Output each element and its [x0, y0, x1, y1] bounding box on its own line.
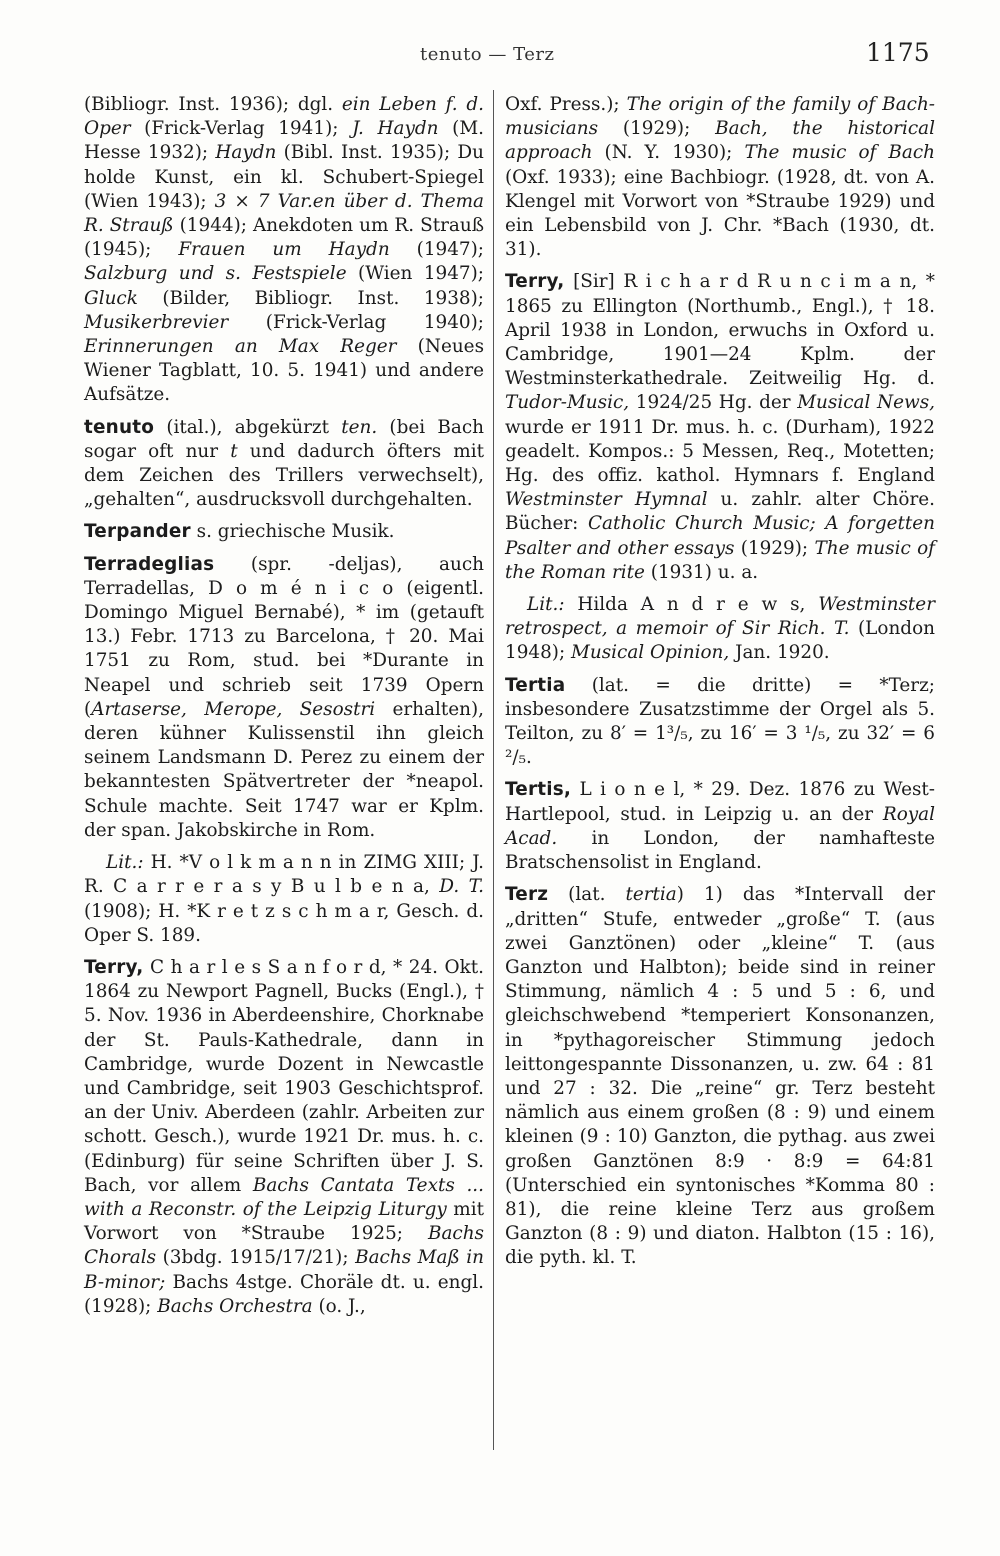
entry-text: (1947);: [389, 239, 484, 261]
entry-text: wurde er 1911 Dr. mus. h. c. (Durham), 1922 geadelt. Kompos.: 5 Messen, Req., Motetten; Hg. des offiz. kathol. Hymnars f. England: [505, 416, 935, 487]
entry-text: (lat.: [548, 884, 626, 906]
running-head: tenuto — Terz: [420, 44, 555, 65]
entry-text: (Neues Wiener Tagblatt, 10. 5. 1941) und andere Aufsätze.: [84, 336, 485, 406]
right-column: [505, 93, 935, 1279]
entry-text: (Frick-Verlag 1941);: [130, 118, 353, 140]
dictionary-entry: [505, 270, 935, 585]
entry-text: (Oxf. 1933); eine Bachbiogr. (1928, dt. von A. Klengel mit Vorwort von *Straube 1929) und ein Lebensbild von J. Chr. *Bach (1930, dt. 31).: [505, 166, 935, 261]
dictionary-entry: [505, 593, 935, 666]
entry-text: 1924/25 Hg. der: [629, 392, 798, 414]
entry-headword: Terry,: [505, 271, 565, 293]
entry-text: erhalten), deren kühner Kulissenstil ihn gleich seinem Landsmann D. Perez zu einem der bekanntesten Spätvertreter der *neapol. Schule machte. Seit 1747 war er Kplm. der span. Jakobskirche in Rom.: [84, 698, 484, 841]
entry-text: (Bilder, Bibliogr. Inst. 1938);: [137, 287, 484, 309]
dictionary-entry: [505, 93, 935, 262]
entry-text-italic: Musical Opinion,: [571, 642, 730, 664]
entry-text-italic: The origin of the family of Bach-musicians: [505, 94, 936, 140]
entry-text-italic: J. Haydn: [352, 118, 439, 140]
entry-text-italic: Gluck: [84, 287, 138, 309]
entry-text-italic: tertia: [625, 884, 677, 906]
entry-text: [Sir] R i c h a r d R u n c i m a n, * 1865 zu Ellington (Northumb., Engl.), † 18. April 1938 in London, erwuchs in Oxford u. Cambridge, 1901—24 Kplm. der Westminsterkathedrale. Zeitweilig Hg. d.: [505, 271, 935, 390]
entry-headword: Terradeglias: [84, 553, 215, 575]
dictionary-entry: [84, 553, 484, 843]
dictionary-entry: [84, 956, 484, 1319]
entry-text: H. *V o l k m a n n in ZIMG XIII; J. R. C a r r e r a s y B u l b e n a,: [84, 852, 484, 898]
page-number: 1175: [866, 38, 930, 67]
entry-text-italic: Bachs Chorals: [84, 1223, 484, 1269]
entry-text: ) 1) das *Intervall der „dritten“ Stufe, entweder „große“ T. (aus zwei Ganztönen) oder „kleine“ T. (aus Ganzton und Halbton); beide sind in reiner Stimmung, nämlich 4 : 5 und 5 : 6, und gleichschwebend *temperiert Konsonanzen, in *pythagoreischer Stimmung jedoch leittongespannte Dissonanzen, u. zw. 64 : 81 und 27 : 32. Die „reine“ gr. Terz besteht nämlich aus einem großen (8 : 9) und einem kleinen (9 : 10) Ganzton, die pythag. aus zwei großen Ganztönen 8:9 · 8:9 = 64:81 (Unterschied ein syntonisches *Komma 80 : 81), die reine kleine Terz aus großem Ganzton (8 : 9) und diaton. Halbton (15 : 16), die pyth. kl. T.: [505, 884, 935, 1269]
entry-text: (M. Hesse 1932);: [84, 118, 484, 164]
entry-text: (o. J.,: [312, 1295, 366, 1317]
entry-text: (spr. -deljas), auch Terradellas, D o m é n i c o (eigentl. Domingo Miguel Bernabé), * im (getauft 13.) Febr. 1713 zu Barcelona, † 20. Mai 1751 zu Rom, stud. bei *Durante in Neapel und schrieb seit 1739 Opern (: [84, 553, 484, 720]
entry-text-italic: Bachs Maß in B-minor;: [84, 1247, 484, 1293]
entry-text: (1929);: [734, 537, 815, 559]
entry-text-italic: Salzburg und s. Festspiele: [84, 263, 347, 285]
page-header: [0, 38, 1000, 78]
entry-text-italic: Bachs Cantata Texts ... with a Reconstr. of the Leipzig Liturgy: [84, 1174, 484, 1220]
entry-text: und dadurch öfters mit dem Zeichen des Trillers verwechselt), „gehalten“, ausdrucksvoll durchgehalten.: [84, 440, 484, 511]
entry-text: (bei Bach sogar oft nur: [84, 416, 485, 462]
entry-text: s. griechische Musik.: [190, 521, 395, 543]
dictionary-entry: [84, 416, 484, 513]
entry-text: (lat. = die dritte) = *Terz; insbesondere Zusatzstimme der Orgel als 5. Teilton, zu 8′ = 1³/₅, zu 16′ = 3 ¹/₅, zu 32′ = 6 ²/₅.: [505, 674, 935, 769]
entry-text: Bachs 4stge. Choräle dt. u. engl. (1928);: [84, 1271, 484, 1317]
entry-text-italic: Westminster retrospect, a memoir of Sir Rich. T.: [505, 594, 935, 640]
entry-text-italic: Lit.:: [527, 594, 565, 616]
entry-headword: Tertia: [505, 674, 566, 696]
entry-text-italic: Royal Acad.: [505, 803, 935, 849]
entry-text-italic: Bachs Orchestra: [157, 1295, 313, 1317]
entry-headword: Terry,: [84, 956, 144, 978]
entry-text-italic: Musikerbrevier: [84, 311, 229, 333]
entry-text: (3bdg. 1915/17/21);: [156, 1247, 356, 1269]
entry-text-italic: Westminster Hymnal: [505, 489, 708, 511]
entry-text-italic: Lit.:: [106, 852, 144, 874]
entry-text: (1931) u. a.: [644, 561, 759, 583]
entry-text-italic: Erinnerungen an Max Reger: [84, 336, 397, 358]
entry-text-italic: The music of Bach: [744, 142, 936, 164]
entry-text: L i o n e l, * 29. Dez. 1876 zu West-Hartlepool, stud. in Leipzig u. an der: [505, 779, 935, 825]
entry-text: (Bibl. Inst. 1935); Du holde Kunst, ein kl. Schubert-Spiegel (Wien 1943);: [84, 142, 484, 212]
entry-text: (N. Y. 1930);: [592, 142, 745, 164]
entry-text: C h a r l e s S a n f o r d, * 24. Okt. 1864 zu Newport Pagnell, Bucks (Engl.), † 5. Nov. 1936 in Aberdeenshire, Chorknabe der St. Pauls-Kathedrale, dann in Cambridge, wurde Dozent in Newcastle und Cambridge, seit 1903 Geschichtsprof. an der Univ. Aberdeen (zahlr. Arbeiten zur schott. Gesch.), wurde 1921 Dr. mus. h. c. (Edinburg) für seine Schriften über J. S. Bach, vor allem: [84, 956, 484, 1196]
entry-text: u. zahlr. alter Chöre. Bücher:: [505, 489, 935, 535]
entry-text: (London 1948);: [505, 618, 935, 664]
entry-text: (1908); H. *K r e t z s c h m a r, Gesch. d. Oper S. 189.: [84, 900, 484, 946]
dictionary-entry: [505, 778, 935, 875]
entry-headword: Terpander: [84, 521, 191, 543]
entry-text-italic: t: [230, 440, 238, 462]
entry-text: (ital.), abgekürzt: [154, 416, 342, 438]
entry-text-italic: Artaserse, Merope, Sesostri: [91, 698, 376, 720]
left-column: [84, 93, 484, 1327]
entry-text-italic: Bach, the historical approach: [505, 118, 935, 164]
entry-text: Hilda A n d r e w s,: [564, 594, 819, 616]
entry-text: Jan. 1920.: [729, 642, 830, 664]
entry-headword: Tertis,: [505, 779, 572, 801]
entry-text: Oxf. Press.);: [505, 94, 627, 115]
entry-headword: Terz: [505, 884, 549, 906]
entry-text: (1944); Anekdoten um R. Strauß (1945);: [84, 215, 484, 261]
entry-text-italic: ein Leben f. d. Oper: [84, 94, 484, 140]
entry-text: (Frick-Verlag 1940);: [228, 311, 484, 333]
dictionary-entry: [84, 93, 484, 408]
entry-text: in London, der namhafteste Bratschensolist in England.: [505, 827, 935, 874]
entry-text: (Bibliogr. Inst. 1936); dgl.: [84, 94, 342, 115]
entry-text-italic: Haydn: [215, 142, 277, 164]
dictionary-entry: [84, 851, 484, 948]
dictionary-entry: [505, 674, 935, 771]
dictionary-entry: [505, 883, 935, 1270]
entry-text-italic: D. T.: [439, 876, 484, 898]
entry-text-italic: Catholic Church Music; A forgetten Psalter and other essays: [505, 513, 935, 559]
column-divider: [493, 90, 494, 1450]
entry-text-italic: Musical News,: [797, 392, 935, 414]
entry-text: (Wien 1947);: [346, 263, 484, 285]
entry-text: (1929);: [598, 118, 716, 140]
entry-text-italic: ten.: [341, 416, 378, 438]
entry-text-italic: 3 × 7 Var.en über d. Thema R. Strauß: [84, 190, 485, 237]
entry-text-italic: The music of the Roman rite: [505, 537, 935, 583]
entry-text-italic: Tudor-Music,: [505, 392, 630, 414]
entry-headword: tenuto: [84, 416, 155, 438]
dictionary-entry: [84, 520, 484, 544]
entry-text-italic: Frauen um Haydn: [178, 239, 390, 261]
entry-text: mit Vorwort von *Straube 1925;: [84, 1198, 484, 1245]
